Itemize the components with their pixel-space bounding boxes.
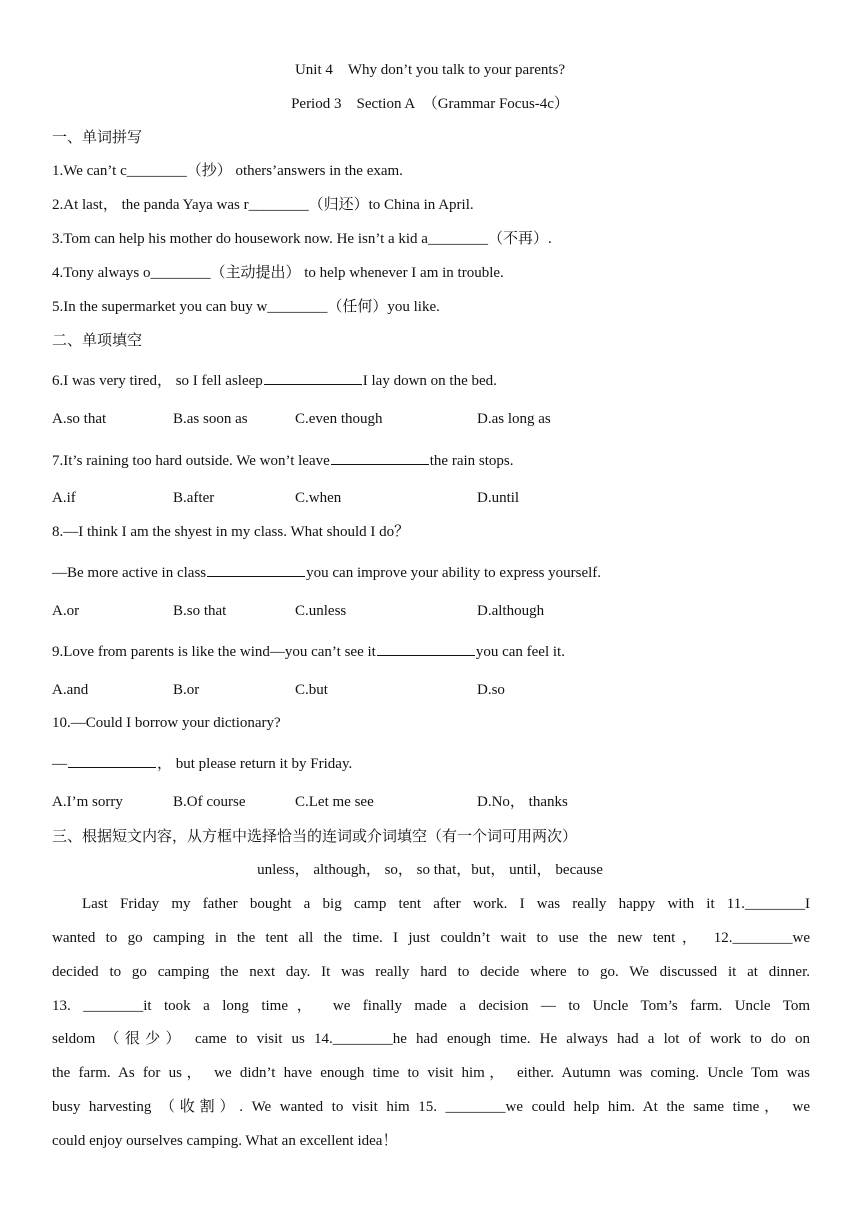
section3-heading: 三、根据短文内容，从方框中选择恰当的连词或介词填空（有一个词可用两次） xyxy=(52,827,578,845)
passage-line-6: the farm. As for us， we didn’t have enough time to visit him， either. Autumn was coming. Uncle Tom was xyxy=(52,1065,810,1081)
q6-option-c[interactable]: C.even though xyxy=(295,411,383,427)
question-7-text-post: the rain stops. xyxy=(429,453,514,469)
page-title: Unit 4 Why don’t you talk to your parents? xyxy=(294,62,566,78)
q9-option-a[interactable]: A.and xyxy=(52,682,89,698)
q9-option-b[interactable]: B.or xyxy=(173,682,200,698)
q6-option-b[interactable]: B.as soon as xyxy=(173,411,248,427)
q9-option-c[interactable]: C.but xyxy=(295,682,328,698)
question-6-text-pre: 6.I was very tired， so I fell asleep xyxy=(52,373,263,389)
section2-heading: 二、单项填空 xyxy=(52,331,143,349)
q10-option-c[interactable]: C.Let me see xyxy=(295,794,374,810)
answer-blank[interactable] xyxy=(264,370,362,385)
section1-heading: 一、单词拼写 xyxy=(52,128,143,146)
answer-blank[interactable] xyxy=(68,753,156,768)
spelling-item-1: 1.We can’t c________（抄） others’answers in the exam. xyxy=(52,163,403,179)
question-9 xyxy=(52,641,565,662)
question-10 xyxy=(52,753,352,774)
word-bank: unless， although， so， so that，but， until， because xyxy=(257,862,603,878)
q10-option-a[interactable]: A.I’m sorry xyxy=(52,794,123,810)
page-subtitle: Period 3 Section A （Grammar Focus-4c） xyxy=(291,96,569,112)
question-8 xyxy=(52,562,601,583)
question-6 xyxy=(52,370,497,391)
q6-option-d[interactable]: D.as long as xyxy=(477,411,551,427)
q8-option-b[interactable]: B.so that xyxy=(173,603,227,619)
question-7-text-pre: 7.It’s raining too hard outside. We won’t leave xyxy=(52,453,330,469)
question-7 xyxy=(52,450,514,471)
question-10-line1: 10.—Could I borrow your dictionary? xyxy=(52,715,281,731)
question-8-text-pre: —Be more active in class xyxy=(52,565,207,581)
q7-option-a[interactable]: A.if xyxy=(52,490,76,506)
q10-option-d[interactable]: D.No， thanks xyxy=(477,794,568,810)
passage-line-2: wanted to go camping in the tent all the time. I just couldn’t wait to use the new tent， 12.________we xyxy=(52,930,810,946)
passage-line-7: busy harvesting （收割）. We wanted to visit him 15. ________we could help him. At the same time， we xyxy=(52,1099,810,1115)
q7-option-c[interactable]: C.when xyxy=(295,490,342,506)
q8-option-d[interactable]: D.although xyxy=(477,603,545,619)
question-10-text-post: ， but please return it by Friday. xyxy=(157,756,353,772)
spelling-item-3: 3.Tom can help his mother do housework now. He isn’t a kid a________（不再）. xyxy=(52,231,552,247)
q8-option-c[interactable]: C.unless xyxy=(295,603,347,619)
question-8-line1: 8.—I think I am the shyest in my class. What should I do？ xyxy=(52,524,410,540)
passage-line-1: Last Friday my father bought a big camp tent after work. I was really happy with it 11.________I xyxy=(82,896,810,912)
passage-line-4: 13. ________it took a long time， we finally made a decision — to Uncle Tom’s farm. Uncle Tom xyxy=(52,998,810,1014)
q8-option-a[interactable]: A.or xyxy=(52,603,80,619)
question-10-text-pre: — xyxy=(52,756,67,772)
question-9-text-post: you can feel it. xyxy=(475,644,565,660)
spelling-item-2: 2.At last， the panda Yaya was r________（归还）to China in April. xyxy=(52,197,474,213)
q6-option-a[interactable]: A.so that xyxy=(52,411,107,427)
answer-blank[interactable] xyxy=(377,641,475,656)
answer-blank[interactable] xyxy=(207,562,305,577)
q7-option-b[interactable]: B.after xyxy=(173,490,215,506)
question-8-text-post: you can improve your ability to express yourself. xyxy=(306,565,602,581)
passage-line-3: decided to go camping the next day. It was really hard to decide where to go. We discussed it at dinner. xyxy=(52,964,810,980)
spelling-item-5: 5.In the supermarket you can buy w________（任何）you like. xyxy=(52,299,440,315)
question-9-text-pre: 9.Love from parents is like the wind—you can’t see it xyxy=(52,644,376,660)
q7-option-d[interactable]: D.until xyxy=(477,490,520,506)
passage-line-8: could enjoy ourselves camping. What an excellent idea！ xyxy=(52,1133,398,1149)
spelling-item-4: 4.Tony always o________（主动提出） to help whenever I am in trouble. xyxy=(52,265,504,281)
passage-line-5: seldom （很少） came to visit us 14.________he had enough time. He always had a lot of work to do on xyxy=(52,1031,810,1047)
question-6-text-post: I lay down on the bed. xyxy=(362,373,497,389)
answer-blank[interactable] xyxy=(331,450,429,465)
q10-option-b[interactable]: B.Of course xyxy=(173,794,246,810)
q9-option-d[interactable]: D.so xyxy=(477,682,505,698)
